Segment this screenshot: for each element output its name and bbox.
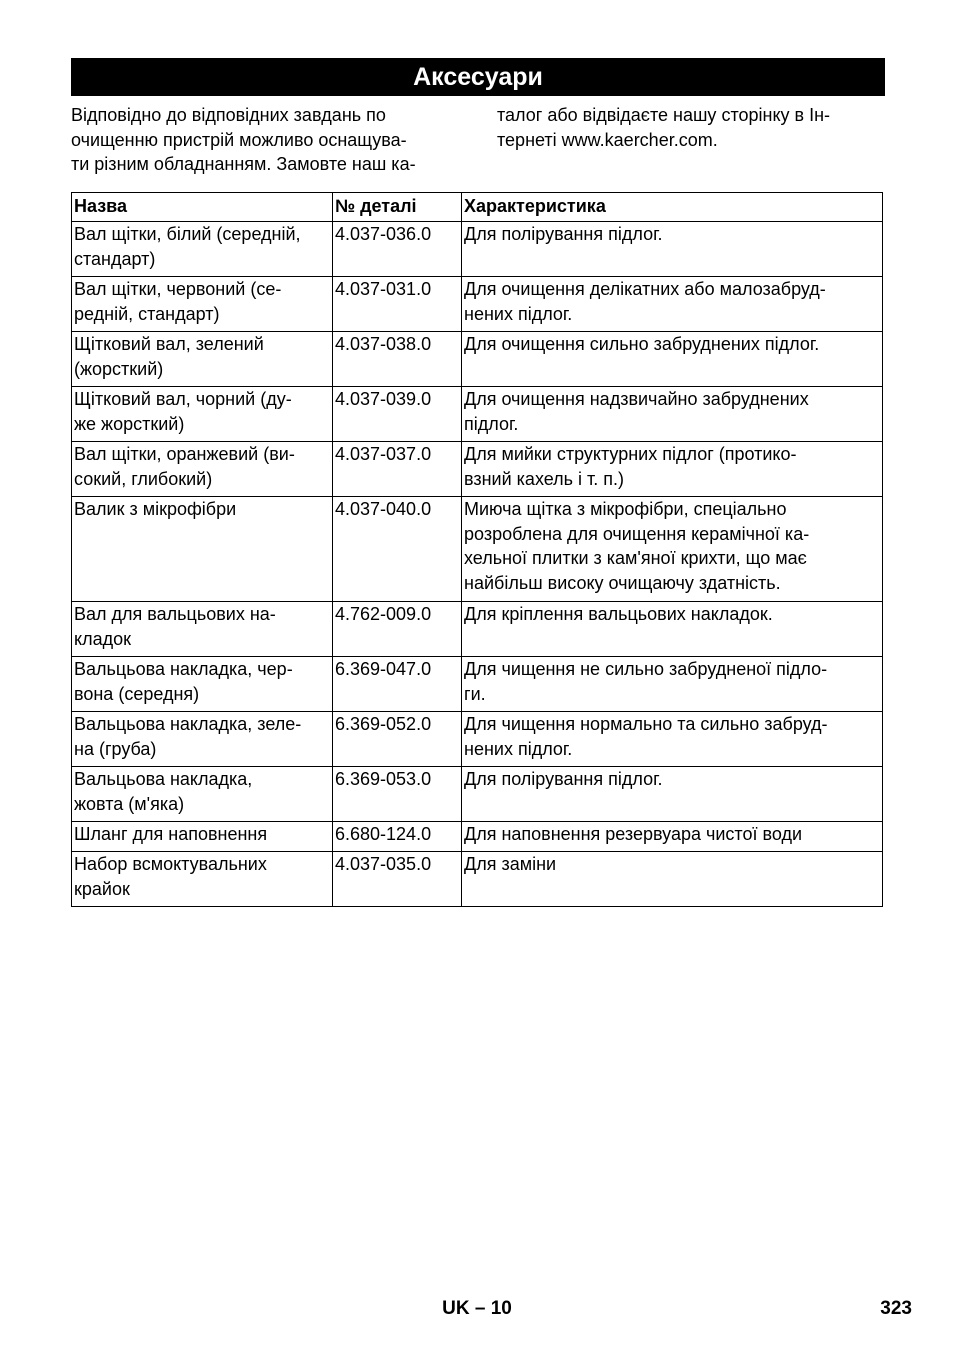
cell-name-line: кладок [74, 628, 131, 649]
cell-description-line: хельної плитки з кам'яної крихти, що має [464, 548, 807, 568]
cell-name-line: же жорсткий) [74, 413, 185, 434]
table-body [72, 222, 883, 907]
cell-name-line: (жорсткий) [74, 358, 164, 379]
cell-description [462, 852, 883, 907]
cell-part-number: 4.037-040.0 [333, 497, 462, 602]
cell-name [72, 852, 333, 907]
intro-line: очищенню пристрій можливо оснащува- [71, 129, 407, 150]
intro-line: Відповідно до відповідних завдань по [71, 105, 386, 125]
accessories-table [71, 192, 883, 907]
cell-name [72, 387, 333, 442]
page-number: 323 [880, 1298, 912, 1319]
table-row [72, 222, 883, 277]
cell-name [72, 442, 333, 497]
cell-description [462, 442, 883, 497]
cell-description-line: Миюча щітка з мікрофібри, спеціально [464, 499, 787, 519]
cell-name-line: Вальцьова накладка, зеле- [74, 714, 302, 734]
cell-description [462, 602, 883, 657]
cell-description-line: Для мийки структурних підлог (протико- [464, 444, 797, 464]
intro-line: талог або відвідаєте нашу сторінку в Ін- [497, 105, 831, 125]
cell-name [72, 657, 333, 712]
cell-name-line: Шланг для наповнення [74, 824, 268, 844]
cell-description-line: Для полірування підлог. [464, 224, 663, 244]
cell-name-line: Вал щітки, червоний (се- [74, 279, 282, 299]
cell-name-line: Валик з мікрофібри [74, 499, 237, 519]
cell-description [462, 277, 883, 332]
table-row [72, 277, 883, 332]
cell-description [462, 767, 883, 822]
cell-description-line: нених підлог. [464, 738, 573, 759]
page-title: Аксесуари [71, 58, 885, 96]
cell-description-line: взний кахель і т. п.) [464, 468, 625, 489]
table-row [72, 332, 883, 387]
cell-description-line: нених підлог. [464, 303, 573, 324]
cell-description-line: Для очищення надзвичайно забруднених [464, 389, 809, 409]
cell-name-line: Вальцьова накладка, [74, 769, 253, 789]
cell-description-line: найбільш високу очищаючу здатність. [464, 572, 781, 593]
cell-description-line: Для очищення сильно забруднених підлог. [464, 334, 820, 354]
cell-name-line: сокий, глибокий) [74, 468, 213, 489]
cell-part-number: 6.369-053.0 [333, 767, 462, 822]
intro-line: ти різним обладнанням. Замовте наш ка- [71, 154, 416, 174]
table-row [72, 712, 883, 767]
cell-description-line: Для кріплення вальцьових накладок. [464, 604, 773, 624]
cell-description-line: Для чищення не сильно забрудненої підло- [464, 659, 828, 679]
cell-name-line: стандарт) [74, 248, 156, 269]
cell-description-line: Для чищення нормально та сильно забруд- [464, 714, 828, 734]
cell-description [462, 497, 883, 602]
cell-description-line: Для заміни [464, 854, 557, 874]
cell-name [72, 822, 333, 852]
header-part-number: № деталі [333, 193, 462, 222]
table-row [72, 602, 883, 657]
header-name: Назва [72, 193, 333, 222]
cell-description [462, 332, 883, 387]
cell-part-number: 4.037-037.0 [333, 442, 462, 497]
intro-text-right [497, 103, 892, 152]
cell-name-line: жовта (м'яка) [74, 793, 185, 814]
cell-part-number: 4.037-039.0 [333, 387, 462, 442]
table-row [72, 497, 883, 602]
table-row [72, 657, 883, 712]
cell-name [72, 602, 333, 657]
intro-text-left [71, 103, 466, 177]
cell-description [462, 657, 883, 712]
intro-line: тернеті www.kaercher.com. [497, 129, 718, 150]
cell-part-number: 6.369-052.0 [333, 712, 462, 767]
table-row [72, 387, 883, 442]
footer-section-label: UK – 10 [442, 1298, 512, 1319]
header-description: Характеристика [462, 193, 883, 222]
table-row [72, 822, 883, 852]
cell-name [72, 277, 333, 332]
cell-name [72, 712, 333, 767]
cell-description [462, 712, 883, 767]
cell-part-number: 6.369-047.0 [333, 657, 462, 712]
cell-description-line: Для очищення делікатних або малозабруд- [464, 279, 826, 299]
cell-name [72, 767, 333, 822]
cell-description-line: Для полірування підлог. [464, 769, 663, 789]
cell-name-line: Щітковий вал, чорний (ду- [74, 389, 292, 409]
cell-name-line: Вальцьова накладка, чер- [74, 659, 293, 679]
cell-name [72, 332, 333, 387]
cell-part-number: 4.037-031.0 [333, 277, 462, 332]
cell-name-line: Щітковий вал, зелений [74, 334, 264, 354]
table-row [72, 442, 883, 497]
cell-part-number: 4.762-009.0 [333, 602, 462, 657]
cell-description [462, 387, 883, 442]
cell-description [462, 222, 883, 277]
cell-description-line: розроблена для очищення керамічної ка- [464, 523, 810, 544]
cell-name-line: на (груба) [74, 738, 157, 759]
cell-name-line: Вал щітки, білий (середній, [74, 224, 301, 244]
cell-part-number: 4.037-035.0 [333, 852, 462, 907]
cell-part-number: 4.037-038.0 [333, 332, 462, 387]
cell-name-line: вона (середня) [74, 683, 200, 704]
table-row [72, 767, 883, 822]
cell-name-line: Набор всмоктувальних [74, 854, 267, 874]
cell-name-line: Вал для вальцьових на- [74, 604, 276, 624]
table-row [72, 852, 883, 907]
cell-name [72, 222, 333, 277]
cell-description-line: Для наповнення резервуара чистої води [464, 824, 803, 844]
cell-description-line: ги. [464, 683, 486, 704]
cell-description [462, 822, 883, 852]
cell-name [72, 497, 333, 602]
cell-part-number: 6.680-124.0 [333, 822, 462, 852]
cell-name-line: редній, стандарт) [74, 303, 220, 324]
cell-name-line: Вал щітки, оранжевий (ви- [74, 444, 295, 464]
table-header-row [72, 193, 883, 222]
cell-description-line: підлог. [464, 413, 519, 434]
cell-part-number: 4.037-036.0 [333, 222, 462, 277]
cell-name-line: крайок [74, 878, 130, 899]
